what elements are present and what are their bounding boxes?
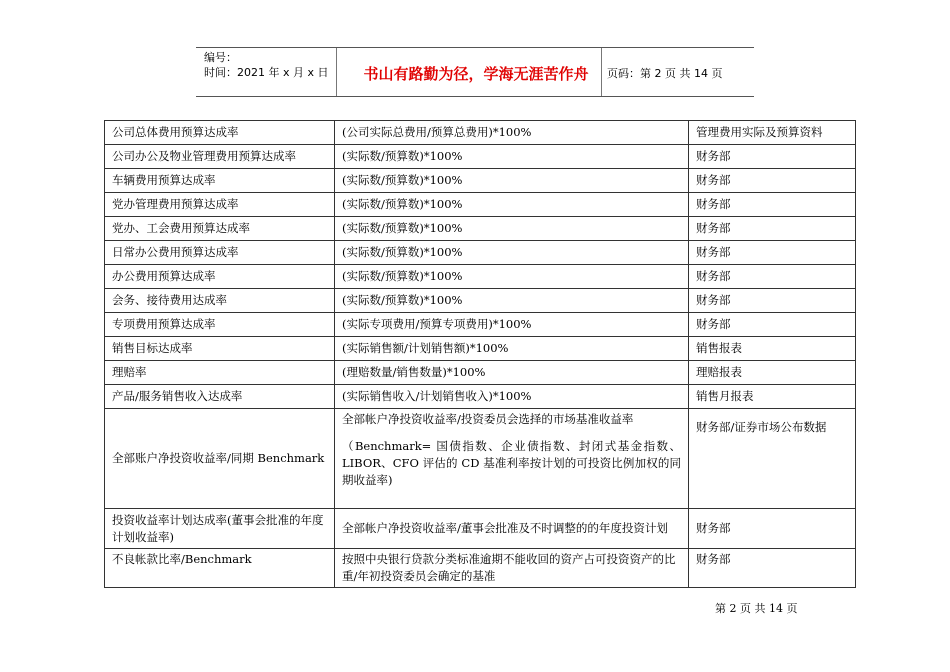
source-cell: 财务部 [689,313,856,337]
source-cell: 财务部 [689,217,856,241]
table-row [105,549,856,588]
indicator-cell: 销售目标达成率 [105,337,335,361]
indicator-cell: 日常办公费用预算达成率 [105,241,335,265]
table-row [105,217,856,241]
page-footer: 第 2 页 共 14 页 [715,602,798,615]
formula-cell: (实际销售收入/计划销售收入)*100% [335,385,689,409]
kpi-table-body [105,121,856,588]
source-cell: 财务部 [689,549,856,588]
indicator-cell: 车辆费用预算达成率 [105,169,335,193]
formula-cell: (实际数/预算数)*100% [335,265,689,289]
indicator-cell: 办公费用预算达成率 [105,265,335,289]
table-row [105,265,856,289]
indicator-cell: 公司办公及物业管理费用预算达成率 [105,145,335,169]
source-cell: 财务部 [689,509,856,549]
indicator-cell: 投资收益率计划达成率(董事会批准的年度计划收益率) [105,509,335,549]
header-divider [601,48,602,96]
formula-text: 全部帐户净投资收益率/投资委员会选择的市场基准收益率 [342,412,634,426]
table-row [105,361,856,385]
table-row [105,409,856,509]
formula-cell: (实际销售额/计划销售额)*100% [335,337,689,361]
header-info [204,50,329,80]
indicator-cell: 党办管理费用预算达成率 [105,193,335,217]
formula-cell: (实际数/预算数)*100% [335,193,689,217]
table-row [105,193,856,217]
source-cell: 财务部 [689,169,856,193]
formula-cell: (实际数/预算数)*100% [335,169,689,193]
table-row [105,145,856,169]
indicator-cell: 全部账户净投资收益率/同期 Benchmark [105,409,335,509]
indicator-cell: 不良帐款比率/Benchmark [105,549,335,588]
indicator-cell: 会务、接待费用达成率 [105,289,335,313]
table-row [105,121,856,145]
table-row [105,169,856,193]
formula-cell: 全部帐户净投资收益率/董事会批准及不时调整的的年度投资计划 [335,509,689,549]
formula-cell: (公司实际总费用/预算总费用)*100% [335,121,689,145]
source-cell: 管理费用实际及预算资料 [689,121,856,145]
source-cell: 财务部 [689,145,856,169]
formula-cell: (实际数/预算数)*100% [335,289,689,313]
page-header [196,47,754,97]
table-row [105,337,856,361]
source-cell: 财务部/证券市场公布数据 [689,409,856,509]
formula-cell: (实际数/预算数)*100% [335,217,689,241]
header-date-label: 时间：2021 年 x 月 x 日 [204,66,329,79]
header-number-label: 编号： [204,51,237,64]
formula-cell: (实际数/预算数)*100% [335,241,689,265]
benchmark-note: （Benchmark= 国债指数、企业债指数、封闭式基金指数、LIBOR、CFO 评估的 CD 基准利率按计划的可投资比例加权的同期收益率) [342,439,681,487]
table-row [105,313,856,337]
source-cell: 财务部 [689,241,856,265]
source-cell: 理赔报表 [689,361,856,385]
source-cell: 财务部 [689,193,856,217]
header-motto: 书山有路勤为径，学海无涯苦作舟 [363,65,589,83]
table-row [105,509,856,549]
indicator-cell: 产品/服务销售收入达成率 [105,385,335,409]
header-divider [336,48,337,96]
table-row [105,385,856,409]
source-cell: 财务部 [689,265,856,289]
kpi-table [104,120,856,588]
formula-cell: (理赔数量/销售数量)*100% [335,361,689,385]
table-row [105,241,856,265]
indicator-cell: 公司总体费用预算达成率 [105,121,335,145]
header-page-label: 页码：第 2 页 共 14 页 [607,67,723,80]
indicator-cell: 党办、工会费用预算达成率 [105,217,335,241]
table-row [105,289,856,313]
indicator-cell: 理赔率 [105,361,335,385]
source-cell: 销售月报表 [689,385,856,409]
formula-cell: (实际数/预算数)*100% [335,145,689,169]
indicator-cell: 专项费用预算达成率 [105,313,335,337]
source-cell: 销售报表 [689,337,856,361]
formula-cell: (实际专项费用/预算专项费用)*100% [335,313,689,337]
formula-cell: 按照中央银行贷款分类标准逾期不能收回的资产占可投资资产的比重/年初投资委员会确定的基准 [335,549,689,588]
source-cell: 财务部 [689,289,856,313]
formula-cell [335,409,689,509]
